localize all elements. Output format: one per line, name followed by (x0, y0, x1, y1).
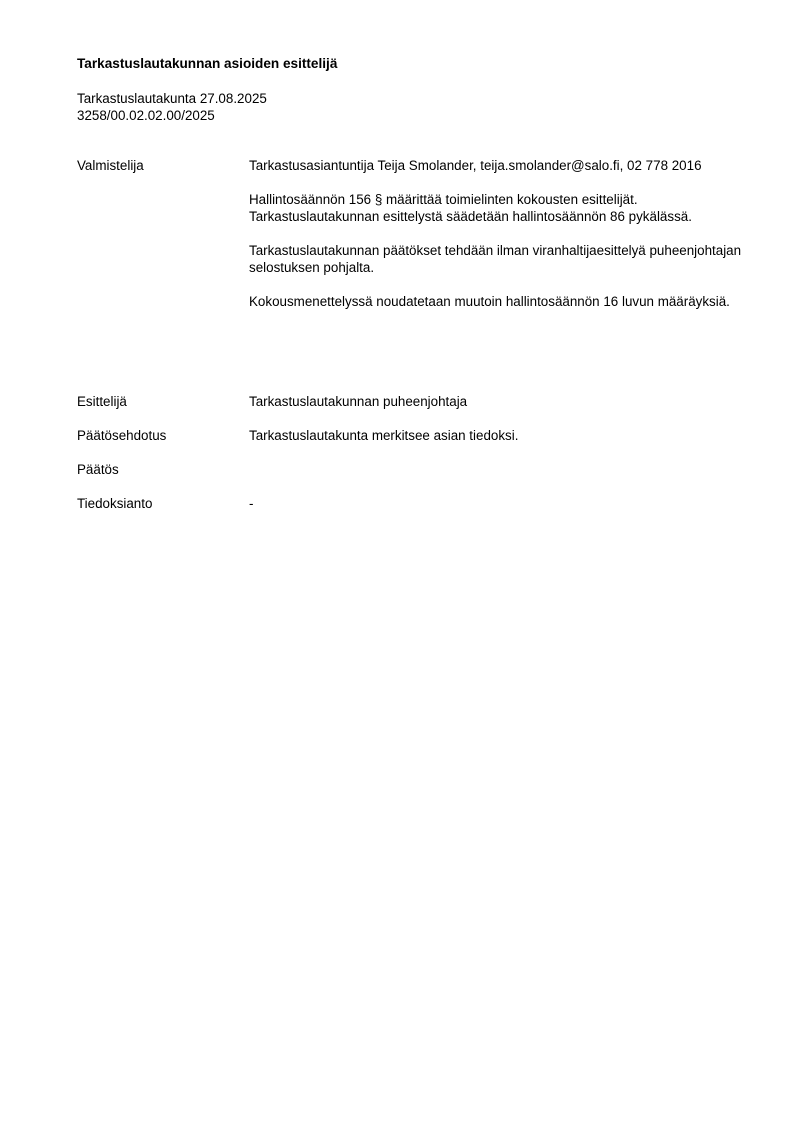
document-meta (77, 90, 267, 124)
meeting-date: Tarkastuslautakunta 27.08.2025 (77, 91, 267, 106)
section-label: Päätösehdotus (77, 428, 167, 443)
section-value: - (249, 496, 254, 511)
section-label: Tiedoksianto (77, 496, 153, 511)
body-paragraph: Kokousmenettelyssä noudatetaan muutoin hallintosäännön 16 luvun määräyksiä. (249, 294, 730, 309)
section-label: Valmistelija (77, 158, 144, 173)
section-value: Tarkastuslautakunta merkitsee asian tiedoksi. (249, 428, 519, 443)
body-paragraph: Tarkastuslautakunnan päätökset tehdään ilman viranhaltijaesittelyä puheenjohtajan selostuksen pohjalta. (249, 243, 742, 275)
section-value: Tarkastuslautakunnan puheenjohtaja (249, 394, 468, 409)
record-number: 3258/00.02.02.00/2025 (77, 108, 215, 123)
preparer-contact: Tarkastusasiantuntija Teija Smolander, teija.smolander@salo.fi, 02 778 2016 (249, 158, 702, 173)
section-content (249, 157, 744, 310)
section-label: Päätös (77, 462, 119, 477)
section-label: Esittelijä (77, 394, 127, 409)
document-title: Tarkastuslautakunnan asioiden esittelijä (77, 56, 338, 71)
body-paragraph: Hallintosäännön 156 § määrittää toimielinten kokousten esittelijät. Tarkastuslautakunnan esittelystä säädetään hallintosäännön 86 pykälässä. (249, 192, 692, 224)
